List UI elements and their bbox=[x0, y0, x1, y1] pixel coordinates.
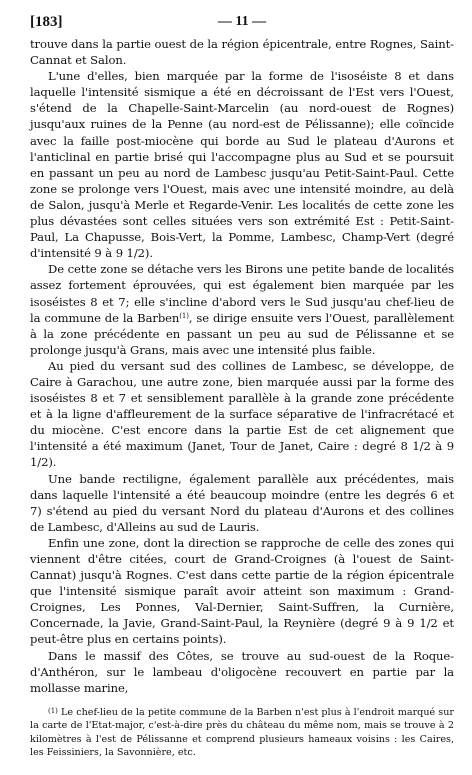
paragraph-2: L'une d'elles, bien marquée par la forme de l'isoséiste 8 et dans laquelle l'intensité sismique a été en décroissant de l'Est vers l'Ouest, s'étend de la Chapelle-Saint-Marcelin (au nord-ouest de Rognes) jusqu'aux ruines de la Penne (au nord-est de Pélissanne); elle coïncide avec la faille post-miocène qui borde au Sud le plateau d'Aurons et l'anticlinal en partie brisé qui l'accompagne plus au Sud et se poursuit en passant un peu au nord de Lambesc jusqu'au Petit-Saint-Paul. Cette zone se prolonge vers l'Ouest, mais avec une intensité moindre, au delà de Salon, jusqu'à Merle et Regarde-Venir. Les localités de cette zone les plus dévastées sont celles situées vers son extrémité Est : Petit-Saint-Paul, La Chapusse, Bois-Vert, la Pomme, Lambesc, Champ-Vert (degré d'intensité 9 à 9 1/2). bbox=[30, 69, 454, 261]
footnote bbox=[30, 706, 454, 760]
paragraph-1: trouve dans la partie ouest de la région épicentrale, entre Rognes, Saint-Cannat et Salon. bbox=[30, 37, 454, 68]
body-text bbox=[30, 36, 454, 696]
page-number: — 11 — bbox=[217, 14, 267, 29]
page-header bbox=[30, 14, 454, 36]
footnote-reference[interactable]: (1) bbox=[179, 311, 189, 320]
footnote-text: Le chef-lieu de la petite commune de la Barben n'est plus à l'endroit marqué sur la carte de l'Etat-major, c'est-à-dire près du château du même nom, mais se trouve à 2 kilomètres à l'est de Pélissanne et comprend plusieurs hameaux voisins : les Caires, les Feissiniers, la Savonnière, etc. bbox=[30, 707, 454, 759]
paragraph-3-text-b: , se dirige ensuite vers l'Ouest, parallèlement à la zone précédente en passant un peu au sud de Pélissanne et se prolonge jusqu'à Grans, mais avec une intensité plus faible. bbox=[30, 310, 454, 357]
paragraph-5: Une bande rectiligne, également parallèle aux précédentes, mais dans laquelle l'intensité a été beaucoup moindre (entre les degrés 6 et 7) s'étend au pied du versant Nord du plateau d'Aurons et des collines de Lambesc, d'Alleins au sud de Lauris. bbox=[30, 471, 454, 534]
paragraph-6: Enfin une zone, dont la direction se rapproche de celle des zones qui viennent d'être citées, court de Grand-Croignes (à l'ouest de Saint-Cannat) jusqu'à Rognes. C'est dans cette partie de la région épicentrale que l'intensité sismique paraît avoir atteint son maximum : Grand-Croignes, Les Ponnes, Val-Dernier, Saint-Suffren, la Curnière, Concernade, la Javie, Grand-Saint-Paul, la Reynière (degré 9 à 9 1/2 et peut-être plus en certains points). bbox=[30, 535, 454, 647]
paragraph-4: Au pied du versant sud des collines de Lambesc, se développe, de Caire à Garachou, une autre zone, bien marquée aussi par la forme des isoséistes 8 et 7 et sensiblement parallèle à la grande zone précédente et à la ligne d'affleurement de la surface séparative de l'infracrétacé et du miocène. C'est encore dans la partie Est de cet alignement que l'intensité a été maximum (Janet, Tour de Janet, Caire : degré 8 1/2 à 9 1/2). bbox=[30, 358, 454, 470]
footnote-mark: (1) bbox=[48, 707, 58, 715]
page-reference: [183] bbox=[30, 14, 63, 30]
paragraph-3-text-a: De cette zone se détache vers les Birons une petite bande de localités assez fortement éprouvées, qui est également bien marquée par les isoséistes 8 et 7; elle s'incline d'abord vers le Sud jusqu'au chef-lieu de la commune de la Barben bbox=[30, 262, 454, 325]
paragraph-3 bbox=[30, 261, 454, 358]
paragraph-7: Dans le massif des Côtes, se trouve au sud-ouest de la Roque-d'Anthéron, sur le lambeau d'oligocène recouvert en partie par la mollasse marine, bbox=[30, 648, 454, 695]
page bbox=[30, 14, 454, 696]
